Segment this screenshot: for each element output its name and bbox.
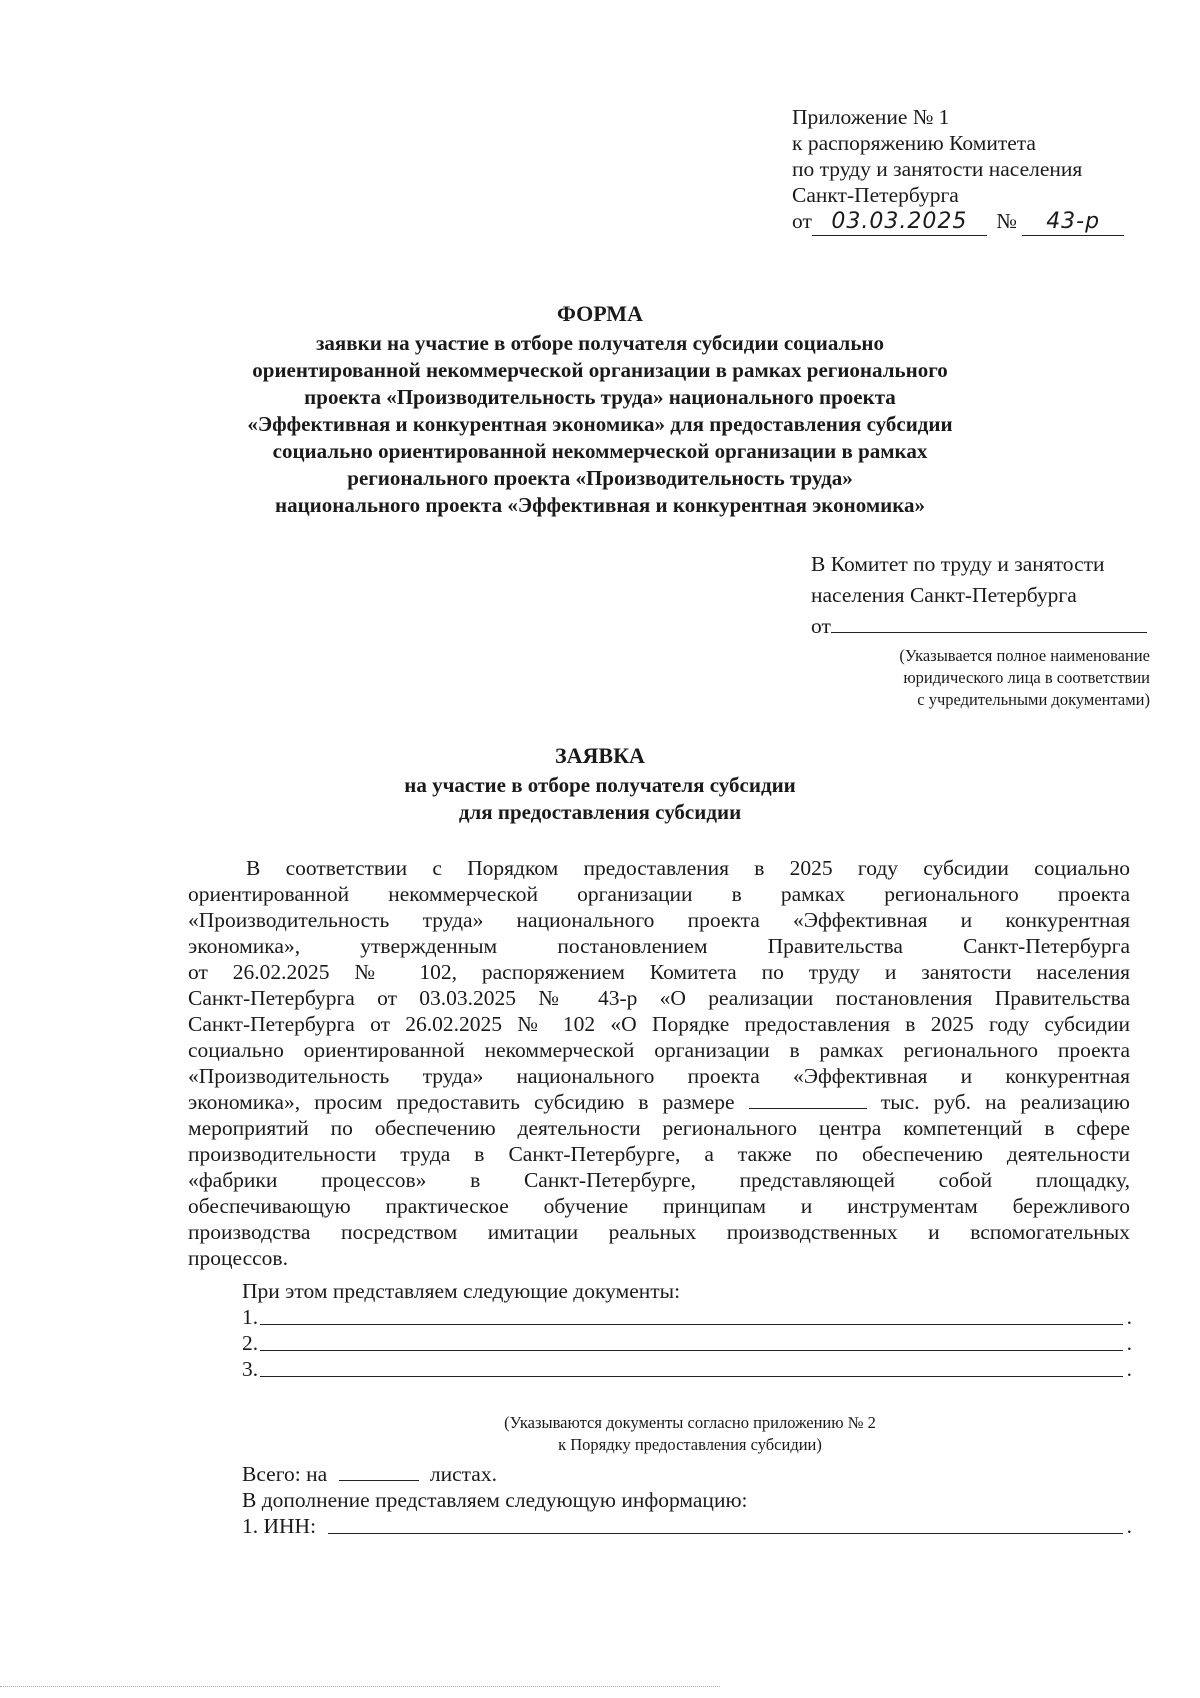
amount-before: экономика», просим предоставить субсидию в размере [188,1090,735,1114]
addressee-from-row [811,611,1147,642]
body-line: «фабрики процессов» в Санкт-Петербурге, представляющей собой площадку, [188,1168,1130,1192]
sheets-count-field[interactable] [339,1462,419,1481]
document-field[interactable] [260,1306,1123,1325]
documents-intro: При этом представляем следующие документы: [242,1279,681,1303]
body-line: производительности труда в Санкт-Петербурге, а также по обеспечению деятельности [188,1142,1130,1166]
document-number: 3. [242,1357,259,1381]
appendix-date-row [792,208,1124,236]
addressee-note-line: юридического лица в соответствии [903,668,1150,687]
documents-list [242,1304,1132,1382]
form-title-line: заявки на участие в отборе получателя субсидии социально [315,331,885,355]
document-row [242,1304,1132,1330]
inn-field[interactable] [328,1515,1123,1534]
end-mark: . [1126,1305,1132,1329]
body-amount-line [188,1089,1130,1115]
addressee-note-line: (Указывается полное наименование [899,646,1150,665]
from-label: от [811,614,831,638]
inn-row [242,1513,1132,1539]
applicant-name-field[interactable] [831,612,1147,633]
documents-note [240,1412,1140,1456]
body-paragraph [188,855,1130,1271]
body-line: мероприятий по обеспечению деятельности регионального центра компетенций в сфере [188,1116,1130,1140]
body-line: Санкт-Петербурга от 03.03.2025 № 43-р «О реализации постановления Правительства [188,986,1130,1010]
addressee-line-2: населения Санкт-Петербурга [811,583,1077,607]
addressee-line-1: В Комитет по труду и занятости [811,552,1105,576]
addressee-block [811,549,1147,642]
body-line: от 26.02.2025 № 102, распоряжением Комитета по труду и занятости населения [188,960,1130,984]
form-heading: ФОРМА [557,301,643,326]
addressee-note-line: с учредительными документами) [917,690,1150,709]
document-row [242,1330,1132,1356]
documents-note-line: к Порядку предоставления субсидии) [558,1435,822,1454]
body-line: процессов. [188,1246,288,1270]
body-line: «Производительность труда» национального проекта «Эффективная и конкурентная [188,1064,1130,1088]
end-mark: . [1126,1514,1132,1538]
appendix-block [792,104,1124,236]
addressee-note [800,645,1150,711]
total-after: листах. [429,1462,497,1486]
amount-after: тыс. руб. на реализацию [880,1090,1130,1114]
body-line: обеспечивающую практическое обучение принципам и инструментам бережливого [188,1194,1130,1218]
body-line: производства посредством имитации реальных производственных и вспомогательных [188,1220,1130,1244]
appendix-line-4: Санкт-Петербурга [792,183,959,207]
request-heading: ЗАЯВКА [555,743,645,768]
form-title-line: социально ориентированной некоммерческой организации в рамках [272,439,928,463]
date-handwritten: 03.03.2025 [812,209,987,236]
document-field[interactable] [260,1332,1123,1351]
document-number: 1. [242,1305,259,1329]
appendix-line-3: по труду и занятости населения [792,157,1083,181]
appendix-line-2: к распоряжению Комитета [792,131,1036,155]
number-handwritten: 43-р [1022,209,1124,236]
form-title-line: ориентированной некоммерческой организации в рамках регионального [252,358,948,382]
appendix-line-1: Приложение № 1 [792,105,950,129]
form-title-line: регионального проекта «Производительность труда» [347,466,853,490]
document-field[interactable] [260,1358,1123,1377]
request-line-1: на участие в отборе получателя субсидии [404,773,796,797]
form-title-block [200,300,1000,519]
request-line-2: для предоставления субсидии [458,800,742,824]
request-title-block [200,742,1000,826]
documents-note-line: (Указываются документы согласно приложению № 2 [504,1413,876,1432]
form-title-line: «Эффективная и конкурентная экономика» для предоставления субсидии [247,412,953,436]
body-line: «Производительность труда» национального проекта «Эффективная и конкурентная [188,908,1130,932]
end-mark: . [1126,1357,1132,1381]
body-line: экономика», утвержденным постановлением Правительства Санкт-Петербурга [188,934,1130,958]
number-prefix: № [996,209,1017,233]
inn-label: 1. ИНН: [242,1514,317,1538]
scan-edge-divider [0,1686,720,1687]
document-number: 2. [242,1331,259,1355]
body-line: ориентированной некоммерческой организации в рамках регионального проекта [188,882,1130,906]
document-row [242,1356,1132,1382]
tail-block [242,1461,747,1513]
amount-field[interactable] [749,1090,867,1109]
end-mark: . [1126,1331,1132,1355]
form-title-line: национального проекта «Эффективная и конкурентная экономика» [274,493,926,517]
body-line: В соответствии с Порядком предоставления в 2025 году субсидии социально [246,856,1130,880]
form-title-line: проекта «Производительность труда» национального проекта [304,385,896,409]
total-row [242,1461,747,1487]
body-line: социально ориентированной некоммерческой организации в рамках регионального проекта [188,1038,1130,1062]
additional-intro: В дополнение представляем следующую информацию: [242,1488,748,1512]
date-prefix: от [792,209,812,233]
body-line: Санкт-Петербурга от 26.02.2025 № 102 «О Порядке предоставления в 2025 году субсидии [188,1012,1130,1036]
total-before: Всего: на [242,1462,328,1486]
